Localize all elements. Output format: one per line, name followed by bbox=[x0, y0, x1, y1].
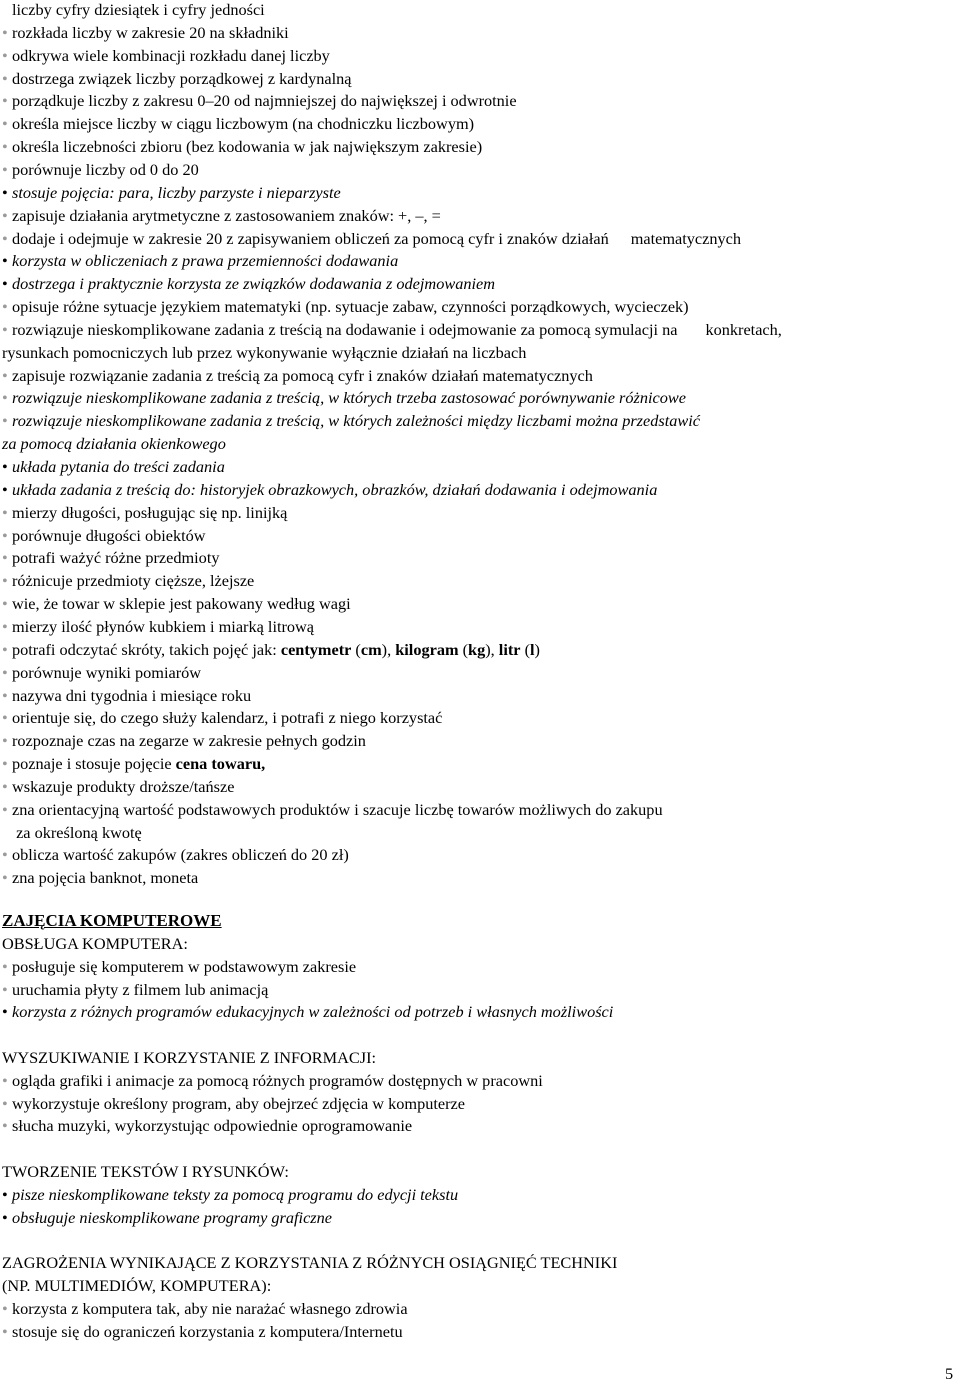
list-item bbox=[2, 366, 593, 386]
list-item bbox=[2, 640, 540, 660]
list-item-text bbox=[12, 0, 265, 19]
bullet-icon: • bbox=[2, 1185, 8, 1204]
bullet-icon: • bbox=[2, 91, 8, 111]
list-item-text bbox=[12, 845, 349, 864]
list-item-text bbox=[12, 1322, 403, 1341]
bullet-icon: • bbox=[2, 1116, 8, 1135]
list-item bbox=[2, 845, 349, 865]
list-item-text bbox=[12, 1002, 613, 1021]
text-fragment: cm bbox=[360, 639, 382, 659]
text-tail: matematycznych bbox=[630, 228, 742, 248]
text-main: za pomocą działania okienkowego bbox=[2, 434, 226, 454]
bullet-icon: • bbox=[2, 159, 8, 179]
list-item-text bbox=[2, 343, 526, 362]
text-main: korzysta z komputera tak, aby nie narażać własnego zdrowia bbox=[12, 1299, 408, 1318]
text-main: dostrzega związek liczby porządkowej z kardynalną bbox=[12, 68, 352, 88]
text-main: wie, że towar w sklepie jest pakowany według wagi bbox=[12, 594, 351, 614]
text-main: korzysta z różnych programów edukacyjnych w zależności od potrzeb i własnych możliwości bbox=[12, 1002, 614, 1021]
list-item bbox=[2, 1185, 458, 1205]
bullet-icon: • bbox=[2, 845, 8, 865]
list-item bbox=[2, 980, 268, 1000]
bullet-icon: • bbox=[2, 799, 8, 819]
list-item-text bbox=[12, 91, 517, 110]
list-item-text bbox=[12, 957, 356, 976]
bullet-icon: • bbox=[2, 708, 8, 728]
text-fragment: poznaje i stosuje pojęcie bbox=[12, 754, 176, 774]
list-item-text bbox=[12, 1071, 543, 1090]
list-item bbox=[2, 731, 366, 751]
list-item bbox=[2, 91, 517, 111]
list-item-text bbox=[12, 320, 782, 339]
list-item-text bbox=[12, 46, 330, 65]
list-item bbox=[2, 1322, 403, 1342]
list-item-text bbox=[12, 411, 700, 430]
bullet-icon: • bbox=[2, 22, 8, 42]
text-fragment: litr bbox=[498, 639, 521, 659]
text-main: dodaje i odejmuje w zakresie 20 z zapisywaniem obliczeń za pomocą cyfr i znaków działań bbox=[12, 228, 609, 248]
text-main: porównuje liczby od 0 do 20 bbox=[12, 159, 199, 179]
bullet-icon: • bbox=[2, 754, 8, 774]
list-item-text bbox=[12, 777, 234, 796]
bullet-icon: • bbox=[2, 137, 8, 157]
list-item bbox=[2, 754, 265, 774]
text-main: rozwiązuje nieskomplikowane zadania z treścią, w których zależności między liczbami można przedstawić bbox=[12, 411, 700, 431]
list-item bbox=[2, 1116, 412, 1136]
bullet-icon: • bbox=[2, 68, 8, 88]
bullet-icon: • bbox=[2, 1299, 8, 1318]
text-main: rozkłada liczby w zakresie 20 na składniki bbox=[12, 22, 289, 42]
bullet-icon: • bbox=[2, 457, 8, 476]
bullet-icon: • bbox=[2, 319, 8, 339]
text-fragment: cena towaru, bbox=[175, 754, 266, 774]
text-tail: konkretach, bbox=[705, 319, 782, 339]
text-main: porządkuje liczby z zakresu 0–20 od najmniejszej do największej i odwrotnie bbox=[12, 91, 517, 111]
list-item bbox=[2, 297, 689, 317]
list-item-text bbox=[12, 1299, 408, 1318]
text-main: oblicza wartość zakupów (zakres obliczeń do 20 zł) bbox=[12, 845, 349, 865]
list-item bbox=[2, 957, 356, 977]
list-item bbox=[2, 594, 351, 614]
text-main: zapisuje rozwiązanie zadania z treścią za pomocą cyfr i znaków działań matematycznych bbox=[12, 365, 593, 385]
list-item bbox=[2, 823, 142, 843]
list-item bbox=[2, 183, 341, 203]
list-item bbox=[2, 1299, 408, 1319]
list-item bbox=[2, 868, 198, 888]
list-item bbox=[2, 251, 398, 271]
text-fragment: ), bbox=[485, 639, 499, 659]
section-title-text: ZAJĘCIA KOMPUTEROWE bbox=[2, 911, 222, 930]
text-main: za określoną kwotę bbox=[12, 822, 142, 842]
subsection-title-zagrozenia-2: (NP. MULTIMEDIÓW, KOMPUTERA): bbox=[2, 1276, 272, 1295]
list-item-text bbox=[12, 640, 540, 659]
text-main: zapisuje działania arytmetyczne z zastosowaniem znaków: +, –, = bbox=[12, 205, 441, 225]
text-main: nazywa dni tygodnia i miesiące roku bbox=[12, 685, 252, 705]
list-item-text bbox=[12, 114, 474, 133]
list-item-text bbox=[12, 980, 268, 999]
bullet-icon: • bbox=[2, 1071, 8, 1090]
list-item bbox=[2, 800, 663, 820]
text-main: stosuje pojęcia: para, liczby parzyste i nieparzyste bbox=[12, 182, 341, 202]
bullet-icon: • bbox=[2, 1093, 8, 1113]
text-main: opisuje różne sytuacje językiem matematyki (np. sytuacje zabaw, czynności porządkowych, wycieczek) bbox=[12, 297, 689, 317]
list-item bbox=[2, 686, 251, 706]
list-item bbox=[2, 69, 351, 89]
bullet-icon: • bbox=[2, 479, 8, 499]
text-main: wskazuje produkty droższe/tańsze bbox=[12, 776, 235, 796]
list-item bbox=[2, 663, 201, 683]
list-item-text bbox=[12, 160, 199, 179]
list-item-text bbox=[12, 754, 265, 773]
list-item-text bbox=[2, 434, 226, 453]
list-item bbox=[2, 1208, 332, 1228]
list-item bbox=[2, 708, 442, 728]
list-item bbox=[2, 571, 254, 591]
text-main: odkrywa wiele kombinacji rozkładu danej liczby bbox=[12, 45, 330, 65]
bullet-icon: • bbox=[2, 685, 8, 705]
list-item-text bbox=[12, 366, 593, 385]
bullet-icon: • bbox=[2, 548, 8, 568]
text-main: porównuje wyniki pomiarów bbox=[12, 662, 202, 682]
list-item bbox=[2, 46, 330, 66]
bullet-icon: • bbox=[2, 776, 8, 796]
bullet-icon: • bbox=[2, 502, 8, 522]
bullet-icon: • bbox=[2, 45, 8, 65]
bullet-icon: • bbox=[2, 868, 8, 888]
bullet-icon: • bbox=[2, 297, 8, 317]
subsection-title-obsluga: OBSŁUGA KOMPUTERA: bbox=[2, 934, 188, 953]
list-item-text bbox=[12, 868, 198, 887]
list-item-text bbox=[12, 708, 442, 727]
text-main: korzysta w obliczeniach z prawa przemienności dodawania bbox=[12, 251, 399, 271]
text-fragment: kilogram bbox=[395, 639, 459, 659]
bullet-icon: • bbox=[2, 594, 8, 614]
list-item bbox=[2, 388, 686, 408]
text-main: posługuje się komputerem w podstawowym zakresie bbox=[12, 957, 357, 976]
bullet-icon: • bbox=[2, 251, 8, 271]
text-main: porównuje długości obiektów bbox=[12, 525, 206, 545]
text-fragment: potrafi odczytać skróty, takich pojęć jak: bbox=[12, 639, 281, 659]
subsection-title-zagrozenia-1: ZAGROŻENIA WYNIKAJĄCE Z KORZYSTANIA Z RÓŻNYCH OSIĄGNIĘĆ TECHNIKI bbox=[2, 1253, 618, 1272]
bullet-icon: • bbox=[2, 205, 8, 225]
text-main: mierzy długości, posługując się np. linijką bbox=[12, 502, 288, 522]
text-fragment: kg bbox=[468, 639, 486, 659]
text-main: ogląda grafiki i animacje za pomocą różnych programów dostępnych w pracowni bbox=[12, 1071, 543, 1090]
list-item bbox=[2, 777, 234, 797]
list-item bbox=[2, 23, 289, 43]
list-item bbox=[2, 206, 441, 226]
list-item bbox=[2, 434, 226, 454]
list-item bbox=[2, 617, 314, 637]
text-main: zna pojęcia banknot, moneta bbox=[12, 868, 199, 888]
text-main: stosuje się do ograniczeń korzystania z komputera/Internetu bbox=[12, 1321, 403, 1341]
list-item bbox=[2, 1002, 613, 1022]
list-item-text bbox=[12, 617, 314, 636]
list-item bbox=[2, 114, 474, 134]
list-item bbox=[2, 548, 220, 568]
text-main: potrafi ważyć różne przedmioty bbox=[12, 548, 220, 568]
text-main: wykorzystuje określony program, aby obejrzeć zdjęcia w komputerze bbox=[12, 1093, 465, 1113]
list-item-text bbox=[12, 800, 663, 819]
list-item-text bbox=[12, 274, 495, 293]
list-item-text bbox=[12, 571, 254, 590]
list-item-text bbox=[12, 69, 351, 88]
list-item bbox=[2, 320, 782, 340]
text-fragment: l bbox=[530, 639, 535, 659]
section-title-computer bbox=[2, 911, 222, 931]
list-item-text bbox=[12, 503, 287, 522]
text-main: układa zadania z treścią do: historyjek obrazkowych, obrazków, działań dodawania i odejmowania bbox=[12, 479, 658, 499]
bullet-icon: • bbox=[2, 1321, 8, 1341]
list-item-text bbox=[12, 388, 686, 407]
subsection-title-wyszukiwanie: WYSZUKIWANIE I KORZYSTANIE Z INFORMACJI: bbox=[2, 1048, 377, 1067]
text-main: rozwiązuje nieskomplikowane zadania z treścią, w których trzeba zastosować porównywanie różnicowe bbox=[12, 388, 686, 408]
list-item-text bbox=[12, 206, 441, 225]
text-fragment: ( bbox=[351, 639, 361, 659]
text-fragment: ( bbox=[458, 639, 469, 659]
list-item bbox=[2, 137, 482, 157]
list-item-text bbox=[12, 686, 251, 705]
list-item bbox=[2, 343, 526, 363]
text-fragment: ) bbox=[534, 639, 540, 659]
text-main: rozwiązuje nieskomplikowane zadania z treścią na dodawanie i odejmowanie za pomocą symulacji na bbox=[12, 319, 678, 339]
list-item bbox=[2, 1071, 543, 1091]
bullet-icon: • bbox=[2, 388, 8, 408]
text-main: pisze nieskomplikowane teksty za pomocą programu do edycji tekstu bbox=[12, 1185, 459, 1204]
list-item bbox=[2, 160, 199, 180]
list-item-text bbox=[12, 251, 398, 270]
bullet-icon: • bbox=[2, 1002, 8, 1021]
text-main: obsługuje nieskomplikowane programy graficzne bbox=[12, 1207, 333, 1227]
list-item bbox=[2, 0, 265, 20]
text-main: słucha muzyki, wykorzystując odpowiednie oprogramowanie bbox=[12, 1116, 413, 1135]
bullet-icon: • bbox=[2, 979, 8, 999]
list-item-text bbox=[12, 526, 206, 545]
text-main: rozpoznaje czas na zegarze w zakresie pełnych godzin bbox=[12, 731, 366, 751]
page-number: 5 bbox=[945, 1364, 954, 1383]
list-item-text bbox=[12, 480, 657, 499]
bullet-icon: • bbox=[2, 662, 8, 682]
list-item-text bbox=[12, 1116, 412, 1135]
list-item bbox=[2, 274, 495, 294]
list-item-text bbox=[12, 1185, 458, 1204]
list-item-text bbox=[12, 1094, 465, 1113]
list-item-text bbox=[12, 23, 289, 42]
bullet-icon: • bbox=[2, 525, 8, 545]
text-main: układa pytania do treści zadania bbox=[12, 457, 225, 476]
bullet-icon: • bbox=[2, 274, 8, 294]
bullet-icon: • bbox=[2, 571, 8, 591]
list-item-text bbox=[12, 594, 351, 613]
text-main: liczby cyfry dziesiątek i cyfry jedności bbox=[12, 0, 265, 19]
text-fragment: centymetr bbox=[280, 639, 352, 659]
list-item bbox=[2, 457, 225, 477]
list-item bbox=[2, 229, 741, 249]
bullet-icon: • bbox=[2, 411, 8, 431]
text-main: orientuje się, do czego służy kalendarz, i potrafi z niego korzystać bbox=[12, 708, 443, 728]
list-item-text bbox=[12, 1208, 332, 1227]
text-main: określa miejsce liczby w ciągu liczbowym (na chodniczku liczbowym) bbox=[12, 114, 475, 134]
text-fragment: ), bbox=[381, 639, 396, 659]
bullet-icon: • bbox=[2, 182, 8, 202]
bullet-icon: • bbox=[2, 957, 8, 976]
list-item bbox=[2, 503, 287, 523]
bullet-icon: • bbox=[2, 228, 8, 248]
text-main: rysunkach pomocniczych lub przez wykonywanie wyłącznie działań na liczbach bbox=[2, 342, 527, 362]
list-item-text bbox=[12, 548, 220, 567]
list-item-text bbox=[12, 297, 689, 316]
text-main: zna orientacyjną wartość podstawowych produktów i szacuje liczbę towarów możliwych do zakupu bbox=[12, 799, 663, 819]
list-item-text bbox=[12, 137, 482, 156]
bullet-icon: • bbox=[2, 1207, 8, 1227]
list-item bbox=[2, 480, 657, 500]
list-item-text bbox=[12, 457, 225, 476]
list-item-text bbox=[12, 663, 201, 682]
list-item bbox=[2, 1094, 465, 1114]
bullet-icon: • bbox=[2, 365, 8, 385]
bullet-icon: • bbox=[2, 616, 8, 636]
bullet-icon: • bbox=[2, 639, 8, 659]
text-main: dostrzega i praktycznie korzysta ze związków dodawania z odejmowaniem bbox=[12, 274, 495, 294]
bullet-icon: • bbox=[2, 731, 8, 751]
text-main: uruchamia płyty z filmem lub animacją bbox=[12, 979, 269, 999]
text-fragment: ( bbox=[520, 639, 530, 659]
text-main: różnicuje przedmioty cięższe, lżejsze bbox=[12, 571, 255, 591]
text-main: mierzy ilość płynów kubkiem i miarką litrową bbox=[12, 616, 315, 636]
list-item bbox=[2, 526, 206, 546]
list-item-text bbox=[12, 183, 341, 202]
list-item-text bbox=[12, 823, 142, 842]
subsection-title-tworzenie: TWORZENIE TEKSTÓW I RYSUNKÓW: bbox=[2, 1162, 289, 1181]
text-main: określa liczebności zbioru (bez kodowania w jak największym zakresie) bbox=[12, 137, 483, 157]
list-item bbox=[2, 411, 700, 431]
bullet-icon: • bbox=[2, 114, 8, 134]
list-item-text bbox=[12, 229, 741, 248]
list-item-text bbox=[12, 731, 366, 750]
